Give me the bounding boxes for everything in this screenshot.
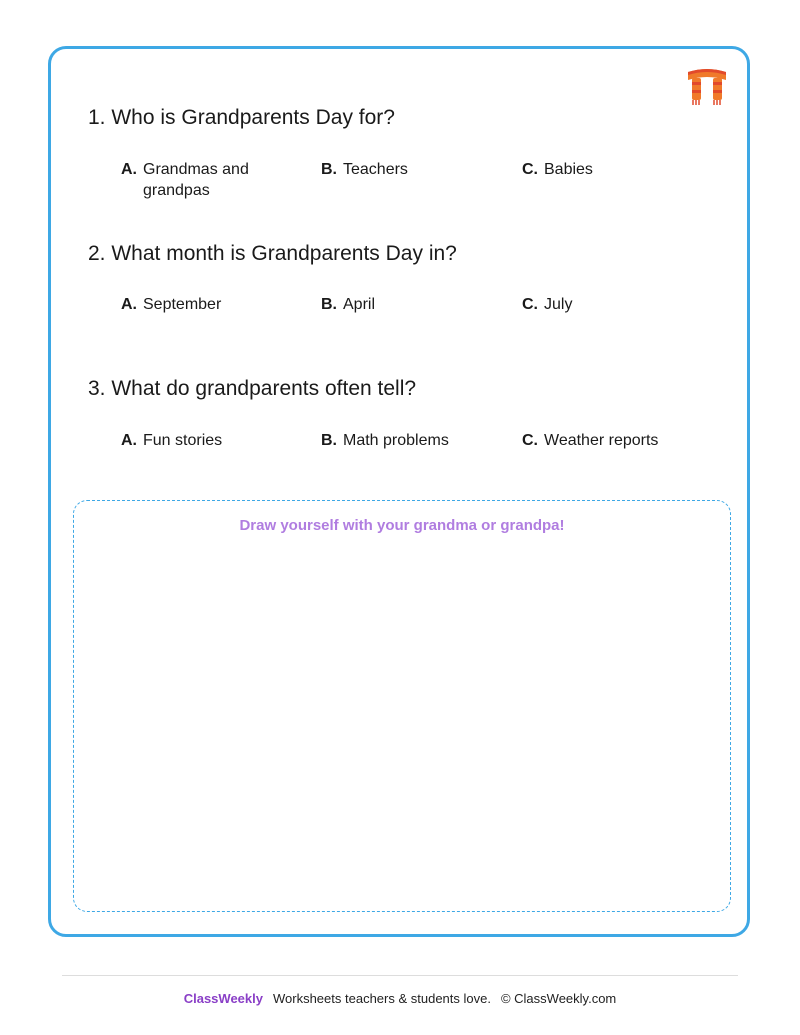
option-text: Math problems — [343, 432, 449, 449]
option-a[interactable] — [121, 159, 291, 201]
question-2 — [88, 241, 708, 313]
option-text: September — [143, 296, 222, 313]
question-3 — [88, 376, 708, 449]
option-text: Weather reports — [544, 432, 659, 449]
footer-tagline: Worksheets teachers & students love. — [272, 991, 491, 1006]
option-c[interactable] — [522, 430, 722, 451]
option-c[interactable] — [522, 159, 722, 180]
option-a[interactable] — [121, 430, 291, 451]
option-letter: A. — [121, 161, 137, 178]
option-text: Fun stories — [143, 432, 223, 449]
option-letter: A. — [121, 296, 137, 313]
option-text: April — [343, 296, 376, 313]
drawing-prompt: Draw yourself with your grandma or grandpa! — [239, 517, 565, 534]
option-text: Babies — [544, 161, 593, 178]
option-text: Teachers — [343, 161, 408, 178]
option-letter: C. — [522, 296, 538, 313]
footer-copyright: © ClassWeekly.com — [500, 991, 617, 1006]
option-b[interactable] — [321, 430, 491, 451]
question-text: 1. Who is Grandparents Day for? — [88, 106, 395, 129]
option-text: July — [544, 296, 573, 313]
footer — [0, 991, 800, 1006]
option-b[interactable] — [321, 294, 491, 315]
drawing-area[interactable] — [73, 500, 731, 912]
question-text: 3. What do grandparents often tell? — [88, 377, 417, 400]
option-letter: C. — [522, 432, 538, 449]
footer-brand: ClassWeekly — [183, 991, 263, 1006]
option-a[interactable] — [121, 294, 291, 315]
option-c[interactable] — [522, 294, 722, 315]
question-1 — [88, 105, 708, 199]
option-letter: B. — [321, 432, 337, 449]
question-text: 2. What month is Grandparents Day in? — [88, 242, 457, 265]
scarf-icon — [684, 66, 730, 108]
option-letter: B. — [321, 161, 337, 178]
option-letter: B. — [321, 296, 337, 313]
option-text: Grandmas and grandpas — [143, 161, 249, 199]
footer-divider — [62, 975, 738, 976]
option-letter: C. — [522, 161, 538, 178]
option-b[interactable] — [321, 159, 491, 180]
option-letter: A. — [121, 432, 137, 449]
